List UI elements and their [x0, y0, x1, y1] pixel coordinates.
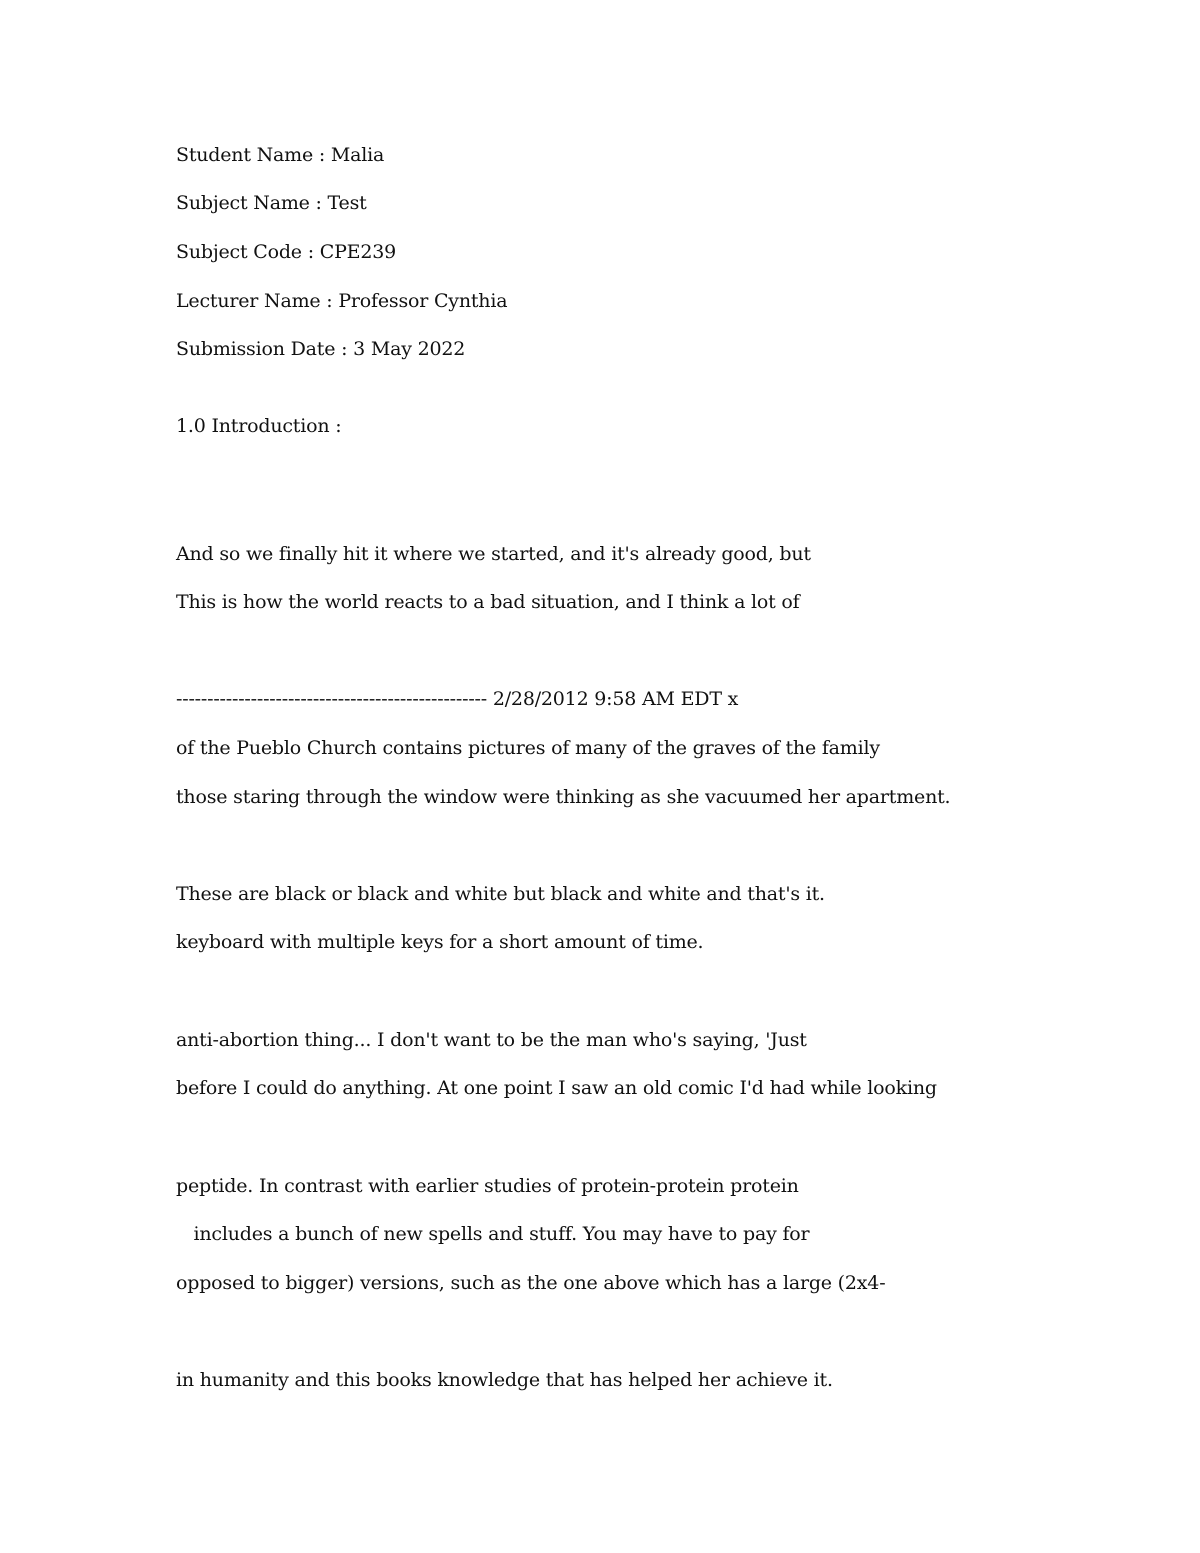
body-line: anti-abortion thing... I don't want to be the man who's saying, 'Just	[176, 1029, 807, 1051]
body-line: in humanity and this books knowledge that has helped her achieve it.	[176, 1369, 833, 1391]
body-line: This is how the world reacts to a bad situation, and I think a lot of	[176, 591, 800, 613]
body-line: includes a bunch of new spells and stuff. You may have to pay for	[176, 1223, 810, 1245]
body-line: These are black or black and white but black and white and that's it.	[176, 883, 825, 905]
section-heading: 1.0 Introduction :	[176, 415, 342, 437]
body-line: of the Pueblo Church contains pictures of many of the graves of the family	[176, 737, 880, 759]
body-line: those staring through the window were thinking as she vacuumed her apartment.	[176, 786, 951, 808]
submission-date-line: Submission Date : 3 May 2022	[176, 338, 466, 360]
body-line: opposed to bigger) versions, such as the one above which has a large (2x4-	[176, 1272, 886, 1294]
subject-code-line: Subject Code : CPE239	[176, 241, 396, 263]
subject-name-line: Subject Name : Test	[176, 192, 367, 214]
body-line: keyboard with multiple keys for a short amount of time.	[176, 931, 704, 953]
body-line: before I could do anything. At one point I saw an old comic I'd had while looking	[176, 1077, 937, 1099]
student-name-line: Student Name : Malia	[176, 144, 385, 166]
lecturer-name-line: Lecturer Name : Professor Cynthia	[176, 290, 508, 312]
body-line: peptide. In contrast with earlier studies of protein-protein protein	[176, 1175, 799, 1197]
body-line: And so we finally hit it where we started, and it's already good, but	[176, 543, 811, 565]
separator-timestamp-line: -------------------------------------------------- 2/28/2012 9:58 AM EDT x	[176, 688, 739, 710]
